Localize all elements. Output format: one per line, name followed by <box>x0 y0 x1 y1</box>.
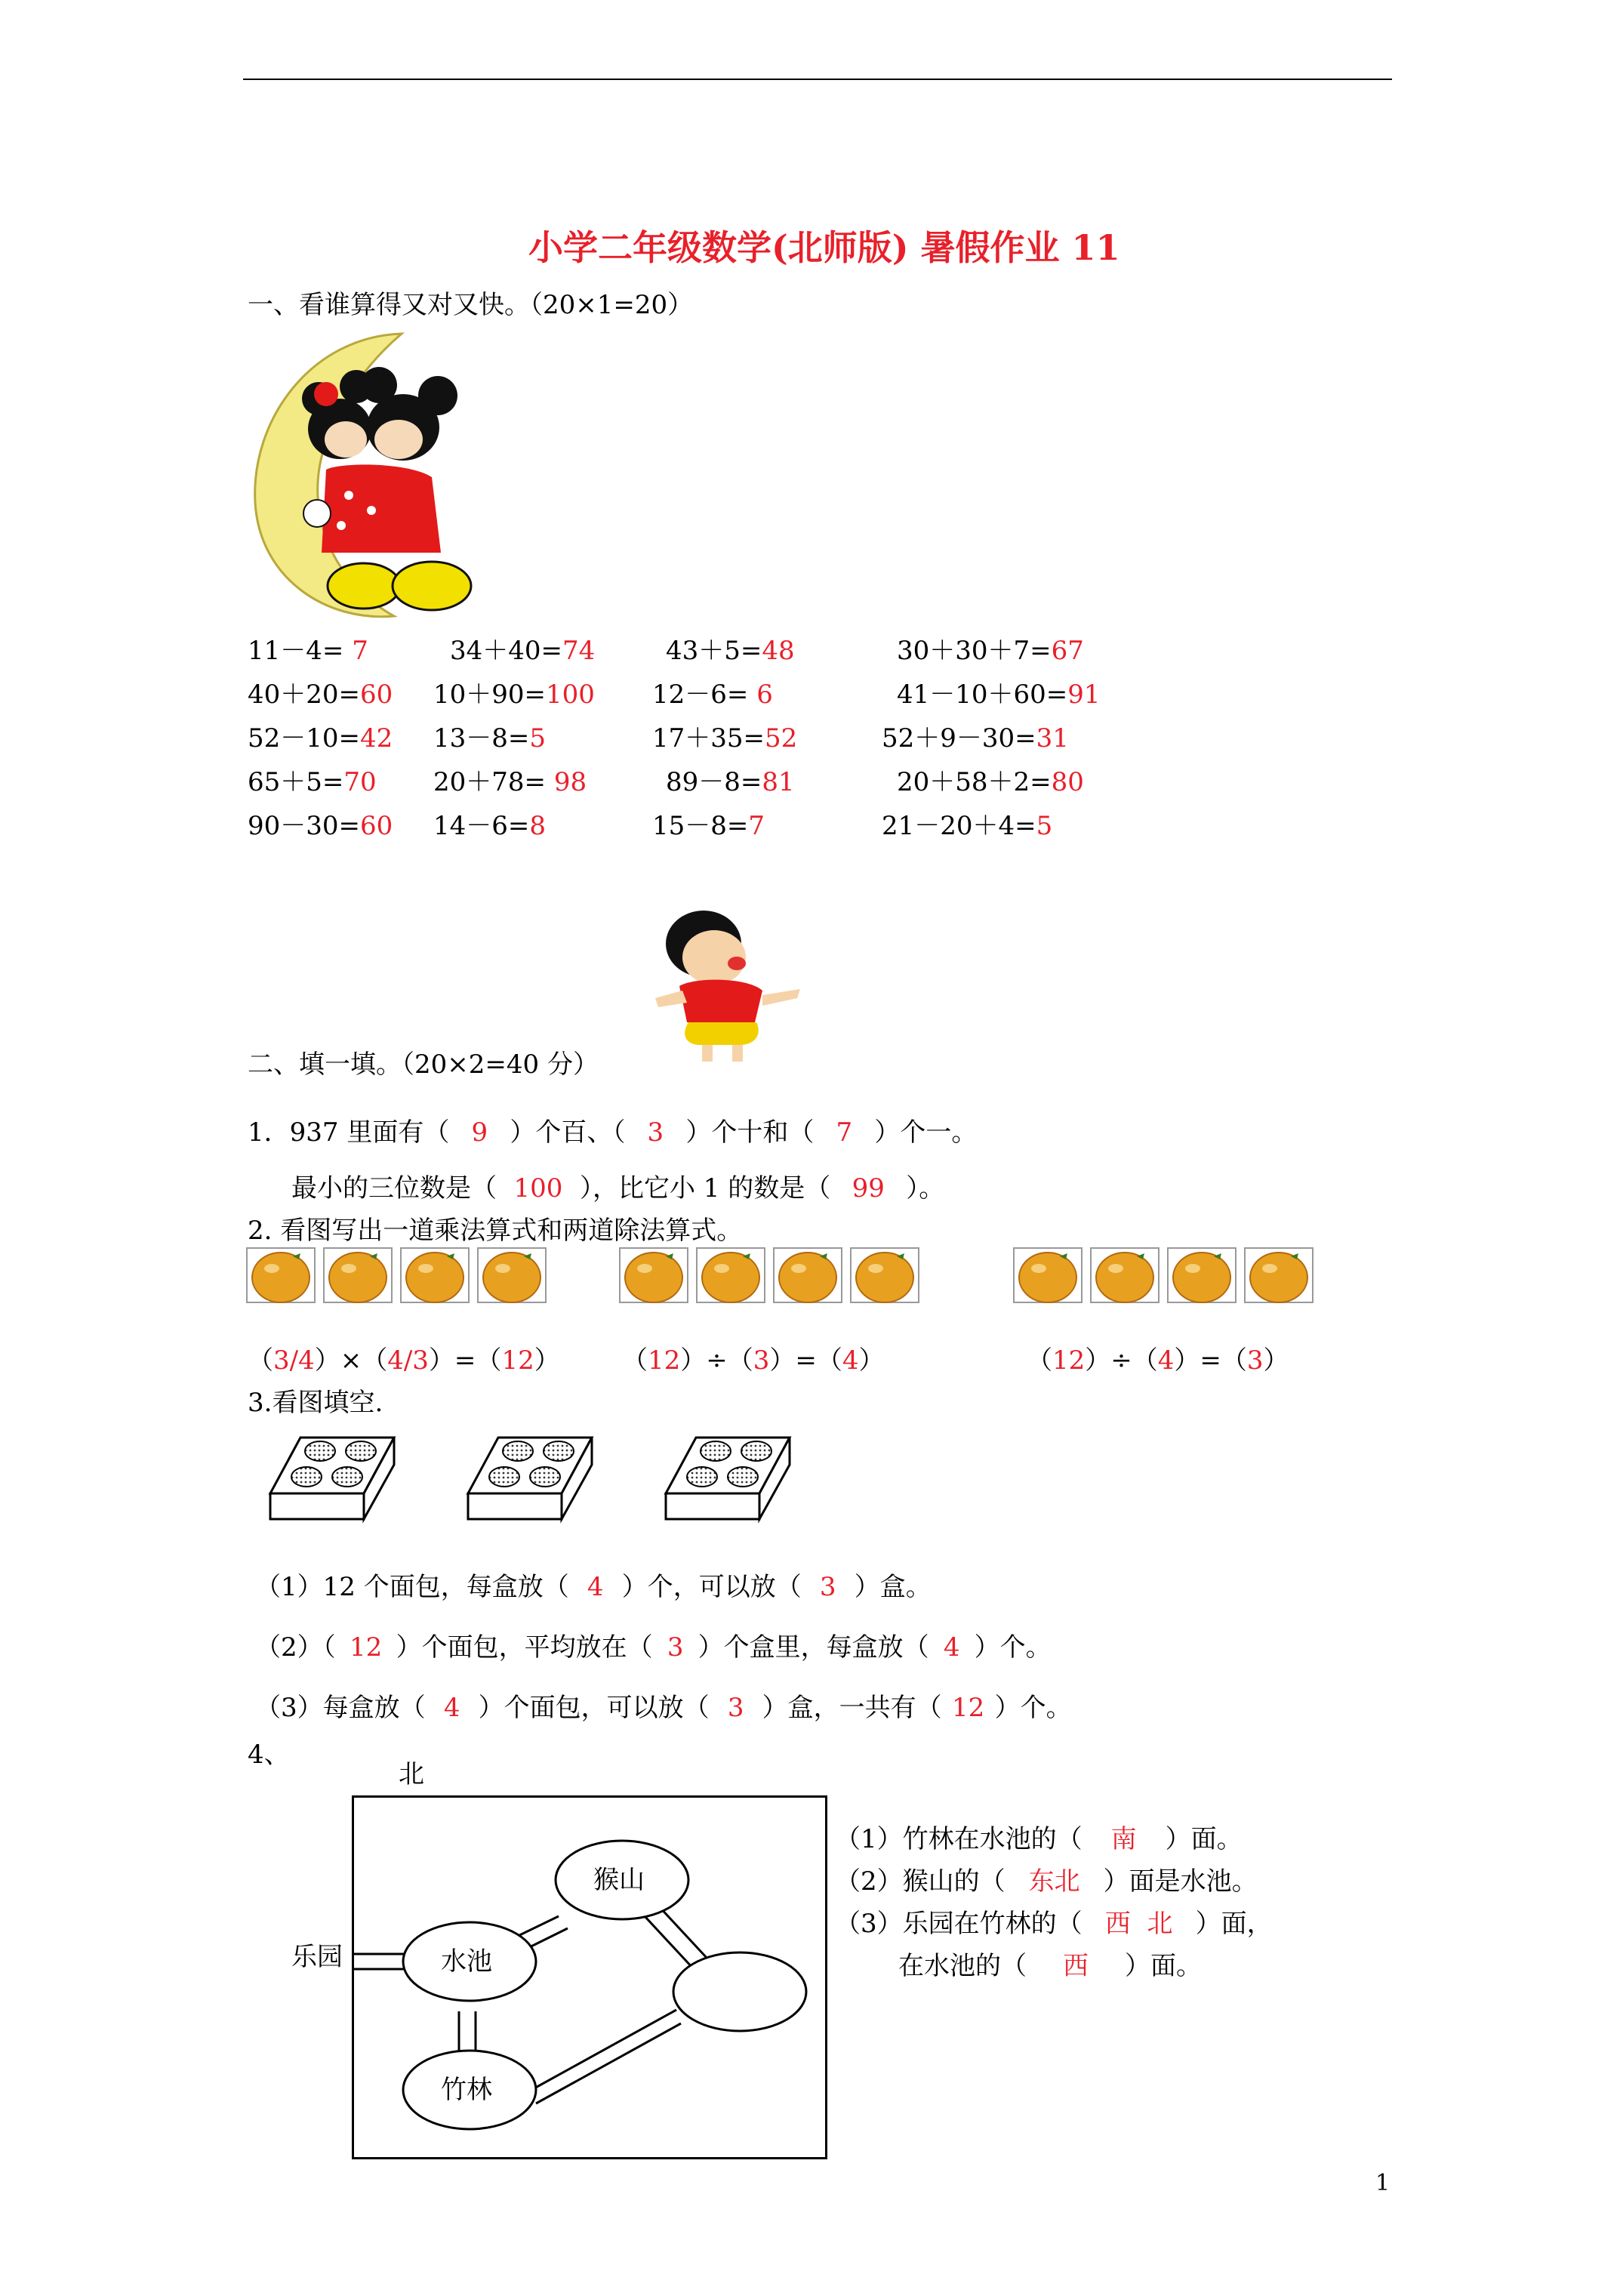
problem: 13－8=5 <box>433 723 547 754</box>
problem: 20＋58＋2=80 <box>897 767 1084 797</box>
problem: 41－10＋60=91 <box>897 680 1101 710</box>
bread-box-1 <box>267 1435 400 1525</box>
q3-line3: （3）每盒放（ 4 ）个面包，可以放（ 3 ）盒，一共有（ 12 ）个。 <box>255 1693 1072 1723</box>
orange-icon <box>247 1248 315 1302</box>
section2-heading: 二、填一填。（20×2=40 分） <box>248 1049 599 1080</box>
orange-icon <box>324 1248 392 1302</box>
orange-group-3 <box>1013 1247 1323 1308</box>
orange-group-1 <box>246 1247 556 1308</box>
mickey-minnie-moon-illustration <box>243 329 537 624</box>
page-title: 小学二年级数学(北师版) 暑假作业 11 <box>528 227 1120 268</box>
problem: 30＋30＋7=67 <box>897 636 1084 666</box>
orange-icon <box>620 1248 688 1302</box>
map-north-label: 北 <box>399 1759 424 1789</box>
orange-icon <box>697 1248 765 1302</box>
problem: 43＋5=48 <box>666 636 795 666</box>
q3-heading: 3.看图填空. <box>248 1388 383 1418</box>
q4-line4: 在水池的（ 西 ）面。 <box>898 1951 1202 1981</box>
q2-heading: 2. 看图写出一道乘法算式和两道除法算式。 <box>248 1216 743 1246</box>
q4-line3: （3）乐园在竹林的（ 西 北 ）面， <box>835 1909 1273 1939</box>
orange-icon <box>1245 1248 1313 1302</box>
orange-icon <box>1014 1248 1082 1302</box>
problem: 12－6= 6 <box>652 680 773 710</box>
problem: 11－4= 7 <box>248 636 368 666</box>
bread-box-2 <box>465 1435 598 1525</box>
problem: 15－8=7 <box>652 811 765 841</box>
q1-line2: 最小的三位数是（ 100 ），比它小 1 的数是（ 99 ）。 <box>291 1173 945 1203</box>
problem: 52－10=42 <box>248 723 393 754</box>
orange-icon <box>401 1248 469 1302</box>
map-label-bamboo: 竹林 <box>441 2075 492 2105</box>
cartoon-boy-illustration <box>649 901 808 1068</box>
problem: 65＋5=70 <box>248 767 377 797</box>
map-label-pond: 水池 <box>441 1946 492 1977</box>
orange-icon <box>478 1248 546 1302</box>
q1-line1: 1．937 里面有（ 9 ）个百、（ 3 ）个十和（ 7 ）个一。 <box>248 1117 978 1148</box>
problem: 40＋20=60 <box>248 680 393 710</box>
map-label-monkey-hill: 猴山 <box>593 1865 645 1895</box>
problem: 90－30=60 <box>248 811 393 841</box>
q4-number: 4、 <box>248 1740 290 1770</box>
orange-icon <box>851 1248 919 1302</box>
q4-line2: （2）猴山的（ 东北 ）面是水池。 <box>835 1866 1258 1897</box>
q4-line1: （1）竹林在水池的（ 南 ）面。 <box>835 1824 1243 1854</box>
q2-division-1: （12）÷（3）=（4） <box>622 1345 885 1376</box>
problem: 21－20＋4=5 <box>882 811 1053 841</box>
problem: 34＋40=74 <box>450 636 596 666</box>
page-number: 1 <box>1375 2170 1390 2196</box>
problem: 20＋78= 98 <box>433 767 587 797</box>
q2-multiplication: （3/4）×（4/3）=（12） <box>248 1345 560 1376</box>
q3-line2: （2）（ 12 ）个面包，平均放在（ 3 ）个盒里，每盒放（ 4 ）个。 <box>255 1632 1052 1663</box>
orange-icon <box>774 1248 842 1302</box>
problem: 89－8=81 <box>666 767 795 797</box>
problem: 52＋9－30=31 <box>882 723 1069 754</box>
header-rule <box>243 79 1392 80</box>
problem: 14－6=8 <box>433 811 547 841</box>
orange-icon <box>1091 1248 1159 1302</box>
orange-group-2 <box>619 1247 929 1308</box>
empty-node <box>673 1952 806 2031</box>
q2-division-2: （12）÷（4）=（3） <box>1027 1345 1289 1376</box>
section1-heading: 一、看谁算得又对又快。（20×1=20） <box>248 290 694 320</box>
map-label-park: 乐园 <box>291 1942 343 1972</box>
orange-icon <box>1168 1248 1236 1302</box>
q3-line1: （1）12 个面包，每盒放（ 4 ）个，可以放（ 3 ）盒。 <box>255 1572 932 1602</box>
problem: 10＋90=100 <box>433 680 595 710</box>
map-diagram <box>287 1795 830 2159</box>
problem: 17＋35=52 <box>652 723 798 754</box>
bread-box-3 <box>663 1435 796 1525</box>
